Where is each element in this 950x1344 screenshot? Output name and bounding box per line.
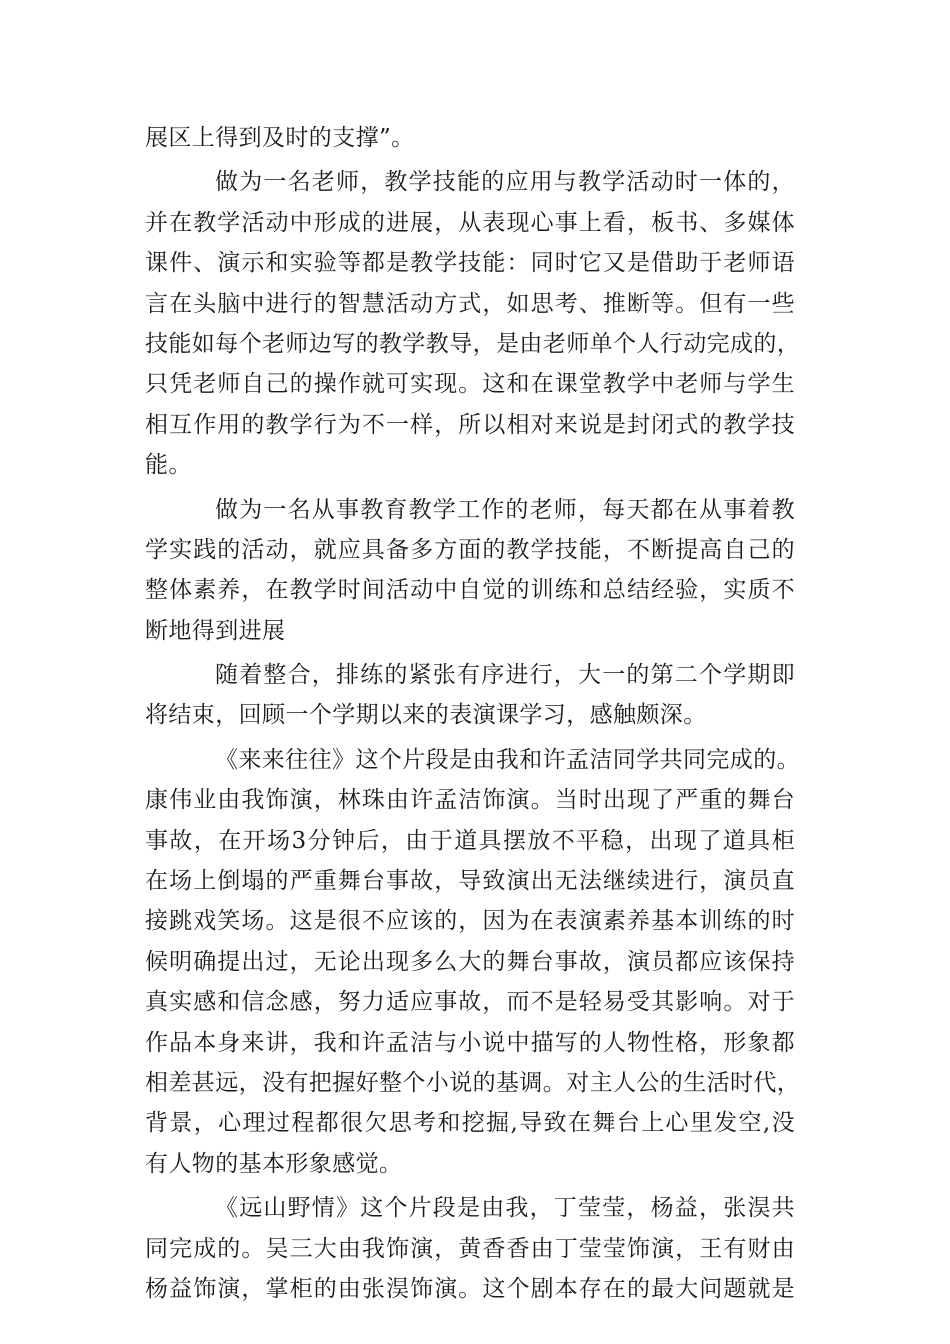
- text-line: 展区上得到及时的支撑”。: [145, 125, 415, 151]
- text-line: 将结束，回顾一个学期以来的表演课学习，感触颇深。: [145, 702, 707, 729]
- paragraph: [145, 740, 801, 1184]
- text-line: 同完成的。吴三大由我饰演，黄香香由丁莹莹饰演，王有财由: [145, 1235, 795, 1262]
- text-line: 做为一名从事教育教学工作的老师，每天都在从事着教: [215, 496, 795, 523]
- text-line: 相互作用的教学行为不一样，所以相对来说是封闭式的教学技: [145, 411, 795, 438]
- text-line: 整体素养，在教学时间活动中自觉的训练和总结经验，实质不: [145, 577, 795, 604]
- text-line: 《来来往往》这个片段是由我和许孟洁同学共同完成的。: [215, 746, 800, 773]
- text-line: 能。: [145, 452, 192, 479]
- text-line: 学实践的活动，就应具备多方面的教学技能，不断提高自己的: [145, 536, 795, 563]
- text-line: 只凭老师自己的操作就可实现。这和在课堂教学中老师与学生: [145, 371, 795, 398]
- paragraph: [145, 490, 795, 652]
- paragraph: [145, 118, 795, 158]
- text-line: 技能如每个老师边写的教学教导，是由老师单个人行动完成的，: [145, 330, 801, 357]
- text-line: 《远山野情》这个片段是由我，丁莹莹，杨益，张淏共: [215, 1195, 795, 1222]
- text-line: 言在头脑中进行的智慧活动方式，如思考、推断等。但有一些: [145, 290, 795, 317]
- text-line: 作品本身来讲，我和许孟洁与小说中描写的人物性格，形象都: [145, 1029, 795, 1056]
- paragraph: [145, 655, 795, 736]
- text-line: 断地得到进展: [145, 617, 286, 644]
- paragraph: [145, 1188, 795, 1309]
- paragraph: [145, 162, 801, 485]
- text-line: 随着整合，排练的紧张有序进行，大一的第二个学期即: [215, 662, 795, 689]
- text-line: 杨益饰演，掌柜的由张淏饰演。这个剧本存在的最大问题就是: [145, 1275, 795, 1302]
- text-line: 事故，在开场3分钟后，由于道具摆放不平稳，出现了道具柜: [145, 827, 795, 854]
- text-line: 接跳戏笑场。这是很不应该的，因为在表演素养基本训练的时: [145, 908, 795, 935]
- text-line: 在场上倒塌的严重舞台事故，导致演出无法继续进行，演员直: [145, 868, 795, 895]
- document-body: [145, 118, 801, 1309]
- text-line: 真实感和信念感，努力适应事故，而不是轻易受其影响。对于: [145, 989, 795, 1016]
- text-line: 相差甚远，没有把握好整个小说的基调。对主人公的生活时代，: [145, 1069, 801, 1096]
- text-line: 课件、演示和实验等都是教学技能：同时它又是借助于老师语: [145, 250, 795, 277]
- text-line: 做为一名老师，教学技能的应用与教学活动时一体的，: [215, 169, 795, 196]
- text-line: 有人物的基本形象感觉。: [145, 1150, 403, 1177]
- text-line: 康伟业由我饰演，林珠由许孟洁饰演。当时出现了严重的舞台: [145, 787, 795, 814]
- text-line: 候明确提出过，无论出现多么大的舞台事故，演员都应该保持: [145, 948, 795, 975]
- text-line: 背景，心理过程都很欠思考和挖掘,导致在舞台上心里发空,没: [145, 1110, 795, 1137]
- text-line: 并在教学活动中形成的进展，从表现心事上看，板书、多媒体: [145, 209, 795, 236]
